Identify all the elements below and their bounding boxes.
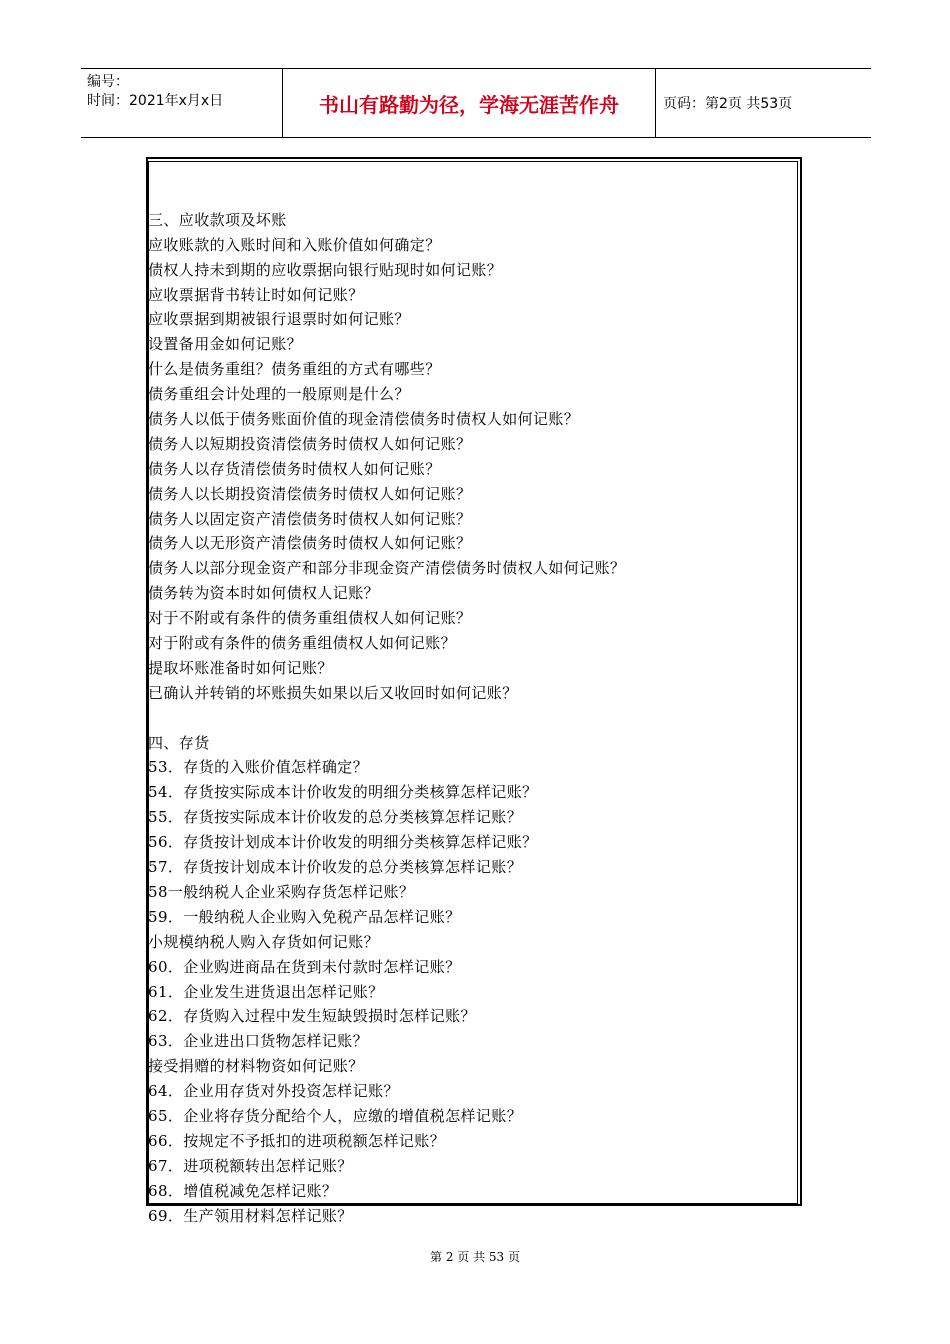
question-item: 债务人以部分现金资产和部分非现金资产清偿债务时债权人如何记账？ (148, 559, 626, 578)
question-item: 应收票据背书转让时如何记账？ (148, 285, 364, 304)
question-list (148, 183, 802, 1228)
question-item: 62．存货购入过程中发生短缺毁损时怎样记账？ (148, 1007, 476, 1026)
question-item: 53．存货的入账价值怎样确定？ (148, 758, 369, 777)
question-item: 债务转为资本时如何债权人记账？ (148, 584, 380, 603)
header-page-info: 页码：第2页 共53页 (663, 96, 793, 112)
question-item: 66．按规定不予抵扣的进项税额怎样记账？ (148, 1131, 446, 1150)
section-heading: 四、存货 (148, 733, 210, 752)
question-item: 57．存货按计划成本计价收发的总分类核算怎样记账？ (148, 858, 523, 877)
question-item: 63．企业进出口货物怎样记账？ (148, 1032, 369, 1051)
question-item: 61．企业发生进货退出怎样记账？ (148, 982, 384, 1001)
question-item: 56．存货按计划成本计价收发的明细分类核算怎样记账？ (148, 833, 538, 852)
question-item: 债务人以长期投资清偿债务时债权人如何记账？ (148, 484, 472, 503)
question-item: 64．企业用存货对外投资怎样记账？ (148, 1082, 399, 1101)
question-item: 65．企业将存货分配给个人，应缴的增值税怎样记账？ (148, 1106, 523, 1125)
document-time-label: 时间：2021年x月x日 (87, 93, 224, 109)
question-item: 债务人以存货清偿债务时债权人如何记账？ (148, 459, 441, 478)
question-item: 债务人以固定资产清偿债务时债权人如何记账？ (148, 509, 472, 528)
document-number-label: 编号： (87, 74, 129, 90)
question-item: 提取坏账准备时如何记账？ (148, 658, 333, 677)
question-item: 54．存货按实际成本计价收发的明细分类核算怎样记账？ (148, 783, 538, 802)
question-item: 对于附或有条件的债务重组债权人如何记账？ (148, 634, 457, 653)
question-item: 设置备用金如何记账？ (148, 335, 303, 354)
question-item: 55．存货按实际成本计价收发的总分类核算怎样记账？ (148, 808, 523, 827)
question-item: 68．增值税减免怎样记账？ (148, 1181, 338, 1200)
question-item: 债务重组会计处理的一般原则是什么？ (148, 385, 410, 404)
header-divider (655, 69, 656, 137)
blank-line (148, 183, 802, 208)
page-footer: 第 2 页 共 53 页 (430, 1250, 520, 1264)
page-header (81, 68, 871, 138)
question-item: 59．一般纳税人企业购入免税产品怎样记账？ (148, 907, 461, 926)
question-item: 67．进项税额转出怎样记账？ (148, 1156, 353, 1175)
blank-line (148, 706, 802, 731)
question-item: 58一般纳税人企业采购存货怎样记账？ (148, 882, 415, 901)
question-item: 应收票据到期被银行退票时如何记账？ (148, 310, 410, 329)
question-item: 60．企业购进商品在货到未付款时怎样记账？ (148, 957, 461, 976)
question-item: 债务人以低于债务账面价值的现金清偿债务时债权人如何记账？ (148, 410, 580, 429)
question-item: 已确认并转销的坏账损失如果以后又收回时如何记账？ (148, 683, 518, 702)
question-item: 债务人以短期投资清偿债务时债权人如何记账？ (148, 434, 472, 453)
header-meta (87, 73, 223, 111)
question-item: 应收账款的入账时间和入账价值如何确定？ (148, 235, 441, 254)
question-item: 债务人以无形资产清偿债务时债权人如何记账？ (148, 534, 472, 553)
question-item: 债权人持未到期的应收票据向银行贴现时如何记账？ (148, 260, 503, 279)
question-item: 69．生产领用材料怎样记账？ (148, 1206, 353, 1225)
question-item: 什么是债务重组？债务重组的方式有哪些？ (148, 360, 441, 379)
section-heading: 三、应收款项及坏账 (148, 210, 287, 229)
header-motto: 书山有路勤为径，学海无涯苦作舟 (319, 92, 619, 117)
question-item: 对于不附或有条件的债务重组债权人如何记账？ (148, 609, 472, 628)
question-item: 小规模纳税人购入存货如何记账？ (148, 932, 380, 951)
question-item: 接受捐赠的材料物资如何记账？ (148, 1057, 364, 1076)
